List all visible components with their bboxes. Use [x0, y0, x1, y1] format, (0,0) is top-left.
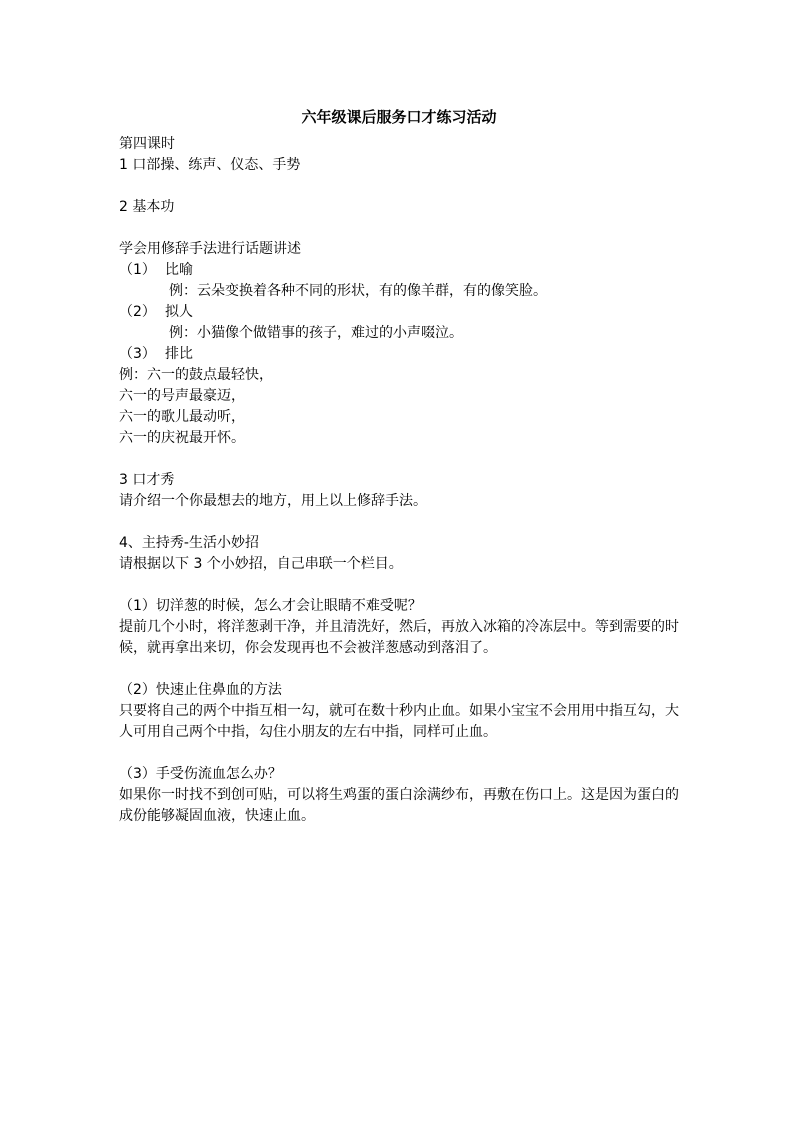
item-name: 比喻: [165, 262, 193, 278]
spacer: [119, 176, 679, 197]
document-title: 六年级课后服务口才练习活动: [301, 108, 497, 126]
tip-answer: 如果你一时找不到创可贴，可以将生鸡蛋的蛋白涂满纱布，再敷在伤口上。这是因为蛋白的成份能够凝固血液，快速止血。: [119, 787, 679, 824]
item-example: 例：小猫像个做错事的孩子，难过的小声啜泣。: [169, 325, 463, 341]
document-page: [119, 106, 679, 827]
spacer: [119, 218, 679, 239]
rhetoric-item-metaphor: [119, 260, 679, 281]
spacer: [119, 512, 679, 533]
section-4-title: 4、主持秀-生活小妙招: [119, 535, 259, 551]
spacer: [119, 449, 679, 470]
spacer: [119, 743, 679, 764]
section-1: 1 口部操、练声、仪态、手势: [119, 157, 301, 173]
tip-question: （1）切洋葱的时候，怎么才会让眼睛不难受呢？: [119, 598, 422, 614]
tip-question: （3）手受伤流血怎么办？: [119, 766, 282, 782]
item-number: （1）: [119, 262, 156, 278]
lesson-label: 第四课时: [119, 136, 175, 152]
section-4-text: 请根据以下 3 个小妙招，自己串联一个栏目。: [119, 556, 403, 572]
tip-answer: 只要将自己的两个中指互相一勾，就可在数十秒内止血。如果小宝宝不会用用中指互勾，大人可用自己两个中指，勾住小朋友的左右中指，同样可止血。: [119, 703, 679, 740]
rhetoric-item-parallelism: [119, 344, 679, 365]
item-number: （2）: [119, 304, 156, 320]
item-example: 例：云朵变换着各种不同的形状，有的像羊群，有的像笑脸。: [169, 283, 547, 299]
spacer: [119, 575, 679, 596]
rhetoric-item-personification: [119, 302, 679, 323]
parallel-line: 六一的庆祝最开怀。: [119, 430, 245, 446]
section-3-text: 请介绍一个你最想去的地方，用上以上修辞手法。: [119, 493, 427, 509]
tip-question: （2）快速止住鼻血的方法: [119, 682, 282, 698]
parallel-line: 六一的号声最豪迈，: [119, 388, 245, 404]
parallel-line: 例：六一的鼓点最轻快，: [119, 367, 273, 383]
spacer: [119, 659, 679, 680]
item-name: 排比: [165, 346, 193, 362]
item-name: 拟人: [165, 304, 193, 320]
tip-answer: 提前几个小时，将洋葱剥干净，并且清洗好，然后，再放入冰箱的冷冻层中。等到需要的时候，就再拿出来切，你会发现再也不会被洋葱感动到落泪了。: [119, 619, 679, 656]
item-number: （3）: [119, 346, 156, 362]
rhetoric-intro: 学会用修辞手法进行话题讲述: [119, 241, 301, 257]
section-3-title: 3 口才秀: [119, 472, 175, 488]
section-2: 2 基本功: [119, 199, 175, 215]
parallel-line: 六一的歌儿最动听，: [119, 409, 245, 425]
